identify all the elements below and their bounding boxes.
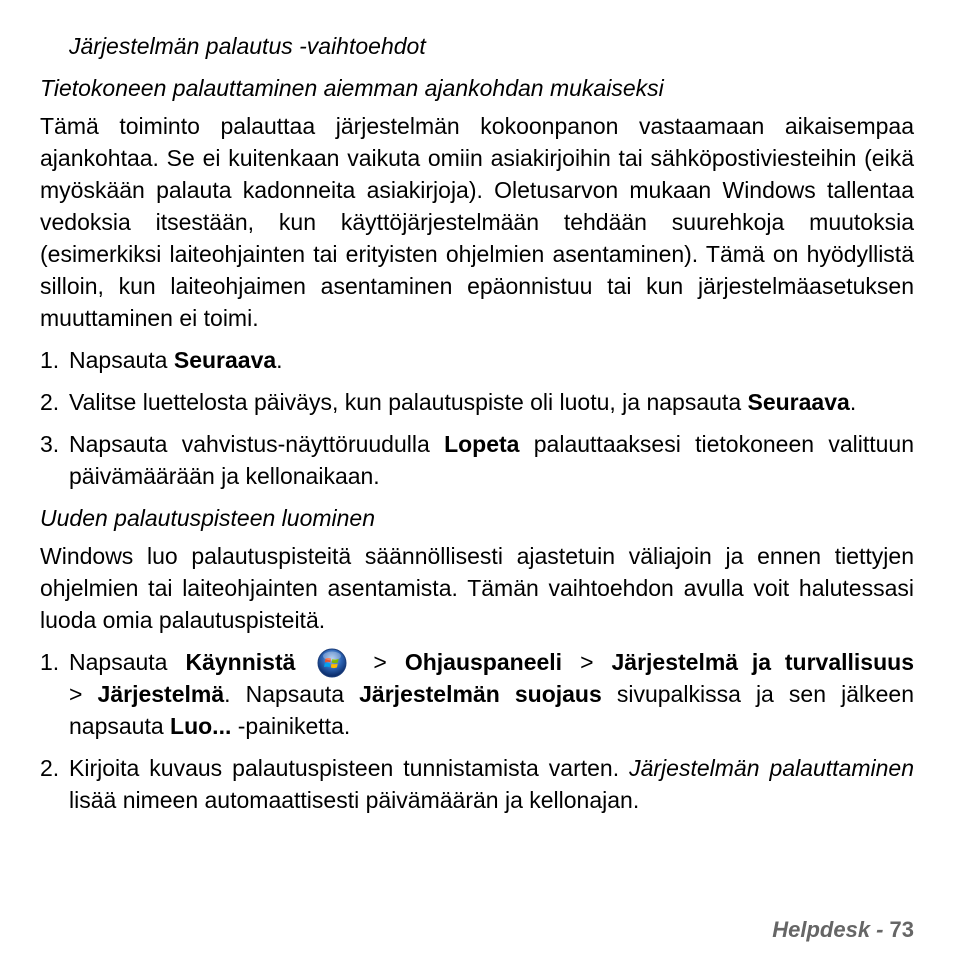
step-text: -painiketta. bbox=[231, 713, 351, 739]
system-protection-label: Järjestelmän suojaus bbox=[359, 681, 602, 707]
step-text: lisää nimeen automaattisesti päivämäärän ja kellonajan. bbox=[69, 787, 640, 813]
step-number: 1. bbox=[40, 649, 60, 675]
step-text: Napsauta bbox=[69, 347, 174, 373]
separator: > bbox=[69, 681, 83, 707]
page-footer bbox=[772, 914, 914, 946]
control-panel-label: Ohjauspaneeli bbox=[404, 649, 563, 675]
list-item bbox=[40, 386, 914, 418]
document-page bbox=[40, 30, 914, 826]
step-bold: Seuraava bbox=[173, 347, 277, 373]
separator: > bbox=[580, 649, 594, 675]
system-restore-italic: Järjestelmän palauttaminen bbox=[629, 755, 914, 781]
section-title: Järjestelmän palautus -vaihtoehdot bbox=[69, 33, 426, 59]
list-item bbox=[40, 428, 914, 492]
windows-start-orb-icon bbox=[317, 648, 347, 678]
footer-section: Helpdesk - bbox=[772, 917, 884, 942]
system-security-label: Järjestelmä ja turvallisuus bbox=[611, 649, 914, 675]
create-heading: Uuden palautuspisteen luominen bbox=[40, 505, 376, 531]
step-text: Valitse luettelosta päiväys, kun palautuspiste oli luotu, ja napsauta bbox=[69, 389, 748, 415]
list-item bbox=[40, 344, 914, 376]
step-number: 3. bbox=[40, 431, 60, 457]
list-item bbox=[40, 646, 914, 742]
step-text: . bbox=[849, 389, 857, 415]
restore-heading: Tietokoneen palauttaminen aiemman ajankohdan mukaiseksi bbox=[40, 75, 664, 101]
system-label: Järjestelmä bbox=[97, 681, 225, 707]
step-text: Kirjoita kuvaus palautuspisteen tunnistamista varten. bbox=[69, 755, 630, 781]
step-text: Napsauta bbox=[69, 649, 168, 675]
step-text: Napsauta vahvistus-näyttöruudulla bbox=[69, 431, 445, 457]
list-item bbox=[40, 752, 914, 816]
step-text: sivupalkissa ja sen jälkeen napsauta bbox=[69, 681, 914, 739]
separator: > bbox=[373, 649, 387, 675]
step-text: . bbox=[276, 347, 283, 373]
step-number: 1. bbox=[40, 347, 60, 373]
step-text: palauttaaksesi tietokoneen valittuun päivämäärään ja kellonaikaan. bbox=[69, 431, 914, 489]
create-paragraph: Windows luo palautuspisteitä säännöllisesti ajastetuin väliajoin ja ennen tiettyjen ohjelmien tai laiteohjainten asentamista. Tämän vaihtoehdon avulla voit halutessasi luoda omia palautuspisteitä. bbox=[40, 543, 914, 633]
step-number: 2. bbox=[40, 389, 60, 415]
step-text: . Napsauta bbox=[224, 681, 360, 707]
step-bold: Lopeta bbox=[444, 431, 520, 457]
step-bold: Seuraava bbox=[747, 389, 850, 415]
start-label: Käynnistä bbox=[185, 649, 296, 675]
create-button-label: Luo... bbox=[170, 713, 232, 739]
create-steps bbox=[40, 646, 914, 816]
restore-paragraph: Tämä toiminto palauttaa järjestelmän kokoonpanon vastaamaan aikaisempaa ajankohtaa. Se ei kuitenkaan vaikuta omiin asiakirjoihin tai sähköpostiviesteihin (eikä myöskään palauta kadonneita asiakirjoja). Oletusarvon mukaan Windows tallentaa vedoksia itsestään, kun käyttöjärjestelmään tehdään suurehkoja muutoksia (esimerkiksi laiteohjainten tai erityisten ohjelmien asentaminen). Tämä on hyödyllistä silloin, kun laiteohjaimen asentaminen epäonnistuu tai kun järjestelmäasetuksen muuttaminen ei toimi. bbox=[40, 113, 914, 331]
page-number: 73 bbox=[889, 917, 914, 942]
step-number: 2. bbox=[40, 755, 60, 781]
restore-steps bbox=[40, 344, 914, 492]
